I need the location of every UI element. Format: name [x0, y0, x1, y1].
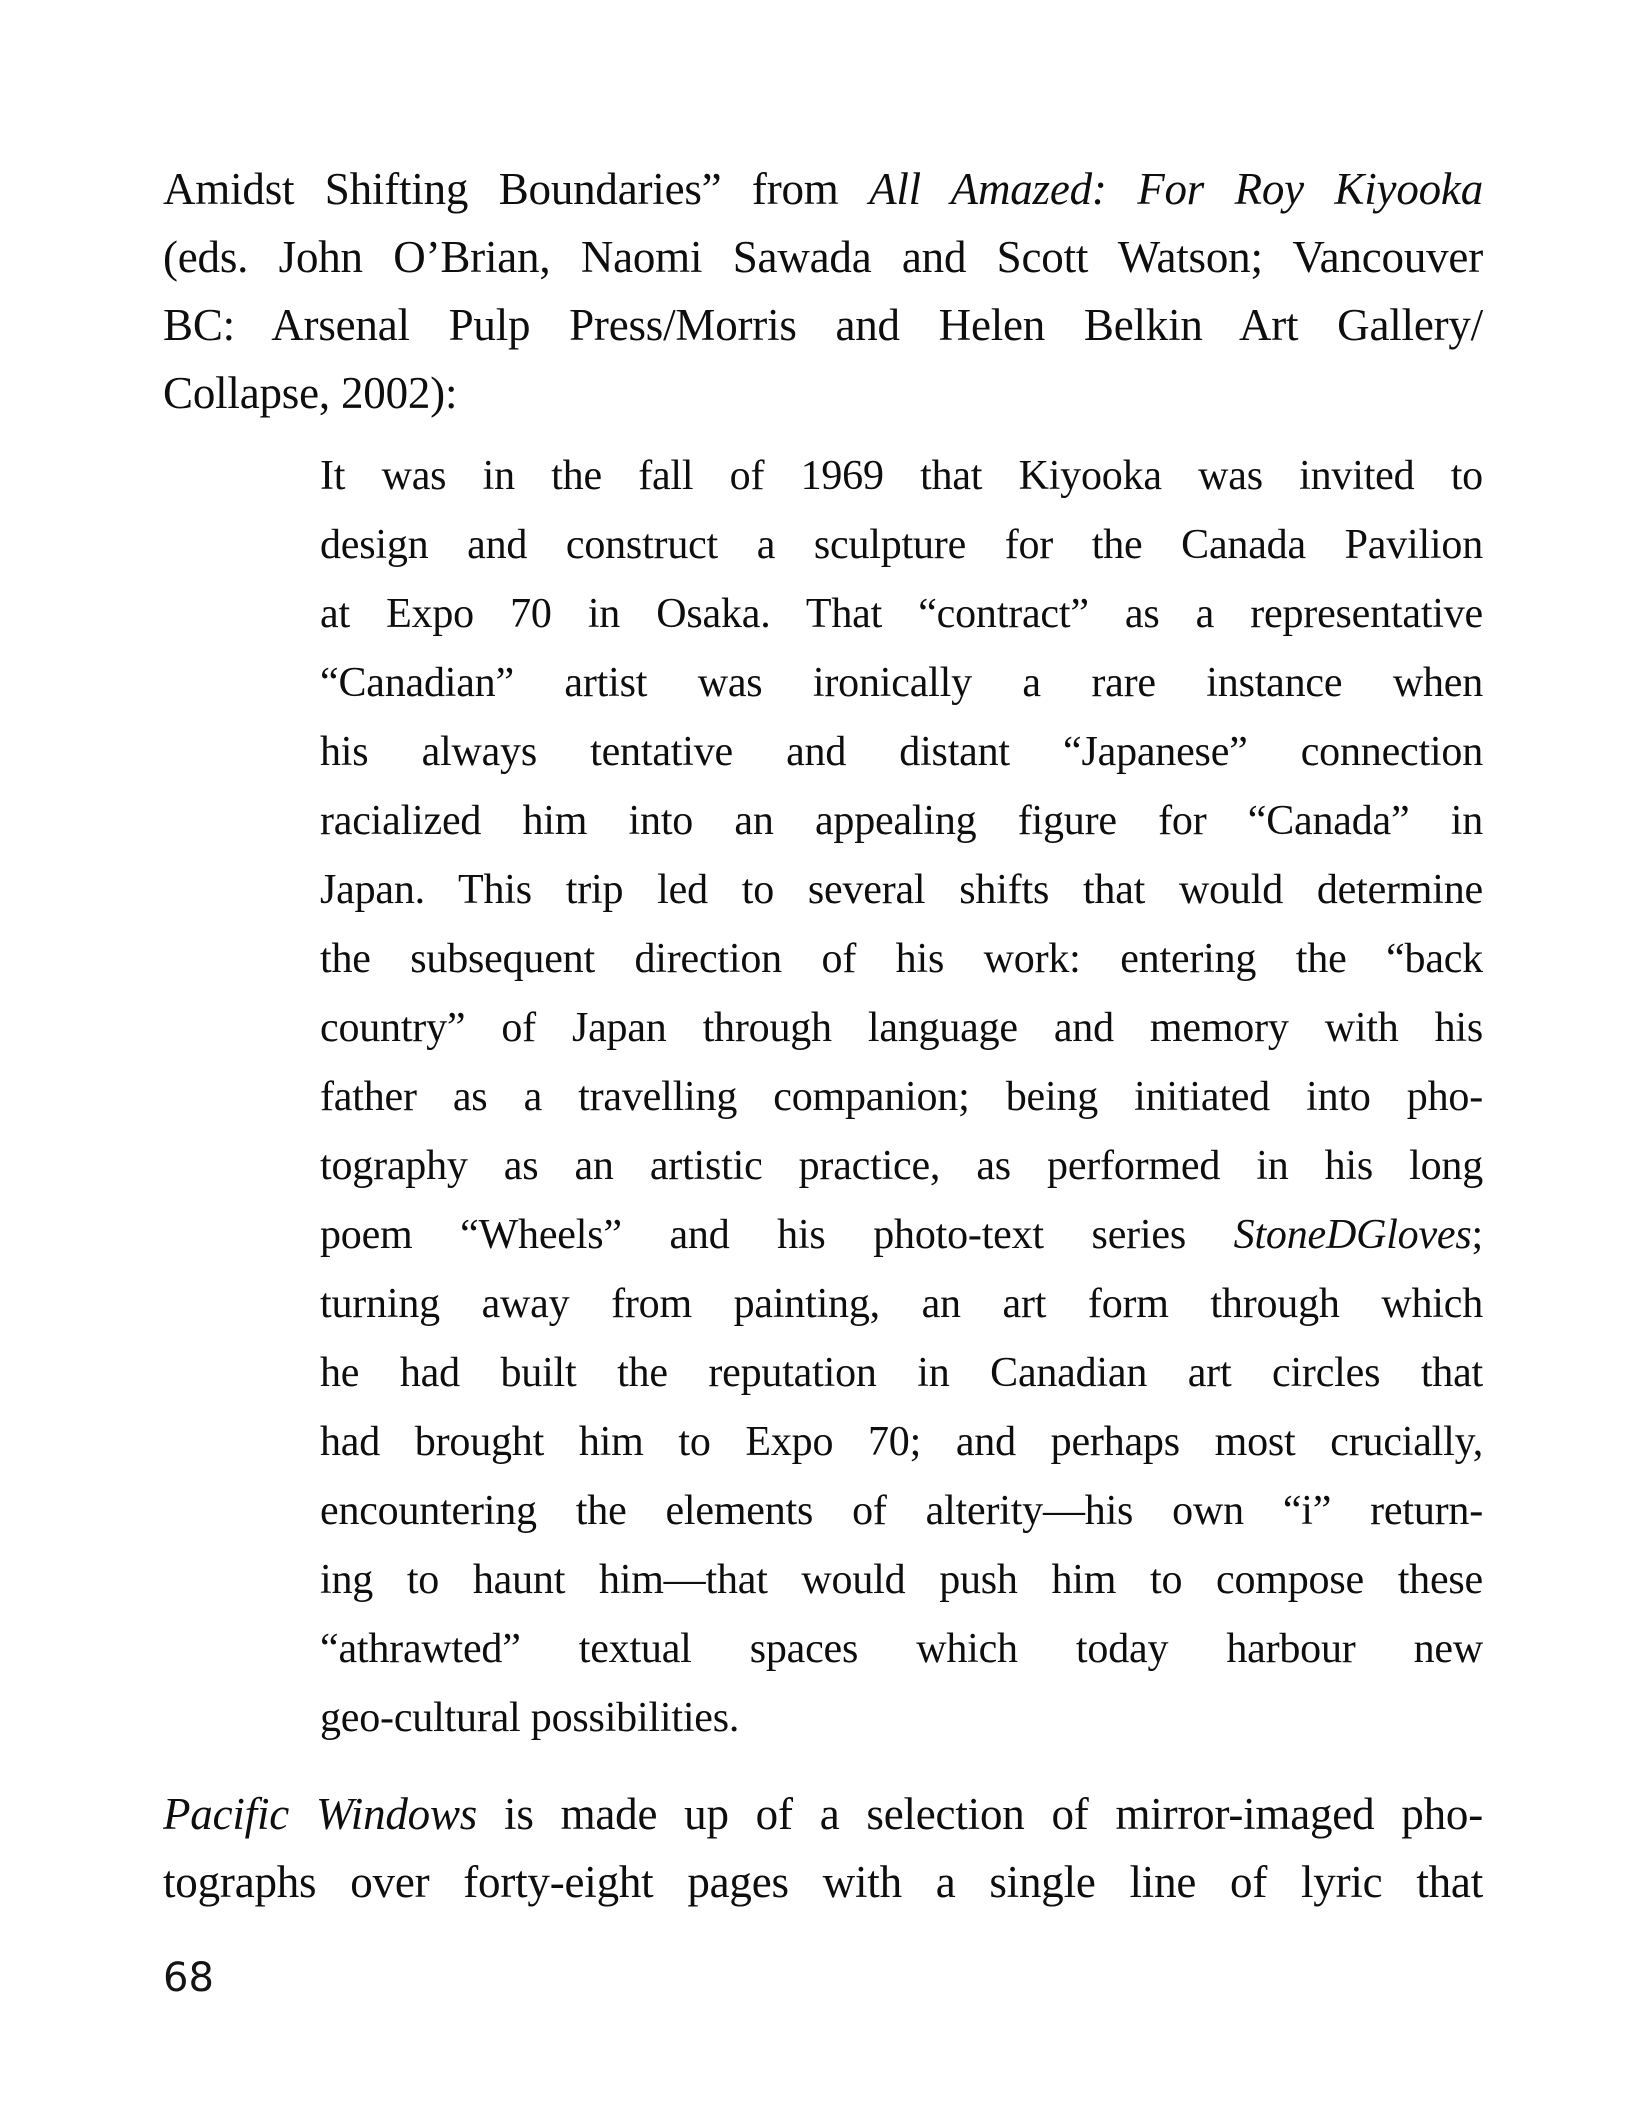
text-run: is made up of a selection of mirror-imaged pho- — [477, 1789, 1483, 1839]
page-number: 68 — [163, 1955, 214, 2001]
text-run: design and construct a sculpture for the Canada Pavilion — [320, 522, 1483, 568]
text-line — [320, 511, 1483, 580]
text-run: racialized him into an appealing figure for “Canada” in — [320, 798, 1483, 844]
text-line — [320, 1270, 1483, 1339]
text-line — [320, 856, 1483, 925]
text-line — [163, 1848, 1483, 1916]
italic-text: StoneDGloves — [1233, 1212, 1472, 1258]
text-run: ing to haunt him—that would push him to compose these — [320, 1557, 1483, 1603]
block-quote — [320, 442, 1483, 1753]
text-line — [163, 1780, 1483, 1848]
text-line — [320, 1477, 1483, 1546]
text-line — [320, 1546, 1483, 1615]
text-line — [163, 155, 1483, 223]
text-run: the subsequent direction of his work: entering the “back — [320, 936, 1483, 982]
text-run: Collapse, 2002): — [163, 368, 458, 418]
text-line — [320, 649, 1483, 718]
text-run: “athrawted” textual spaces which today harbour new — [320, 1626, 1483, 1672]
text-run: country” of Japan through language and memory with his — [320, 1005, 1483, 1051]
text-run: at Expo 70 in Osaka. That “contract” as a representative — [320, 591, 1483, 637]
text-run: It was in the fall of 1969 that Kiyooka was invited to — [320, 453, 1483, 499]
text-run: (eds. John O’Brian, Naomi Sawada and Scott Watson; Vancouver — [163, 232, 1483, 282]
text-run: poem “Wheels” and his photo-text series — [320, 1212, 1234, 1258]
text-run: tographs over forty-eight pages with a single line of lyric that — [163, 1857, 1483, 1907]
text-line — [320, 1408, 1483, 1477]
text-run: tography as an artistic practice, as performed in his long — [320, 1143, 1483, 1189]
text-run: Amidst Shifting Boundaries” from — [163, 164, 870, 214]
text-line — [320, 580, 1483, 649]
italic-text: All Amazed: For Roy Kiyooka — [869, 164, 1483, 214]
text-run: father as a travelling companion; being initiated into pho- — [320, 1074, 1483, 1120]
text-run: encountering the elements of alterity—his own “i” return- — [320, 1488, 1483, 1534]
text-line — [320, 1132, 1483, 1201]
text-run: “Canadian” artist was ironically a rare instance when — [320, 660, 1483, 706]
citation-paragraph — [163, 155, 1483, 427]
text-run: he had built the reputation in Canadian art circles that — [320, 1350, 1483, 1396]
text-line — [163, 223, 1483, 291]
text-run: geo-cultural possibilities. — [320, 1695, 740, 1741]
closing-paragraph — [163, 1780, 1483, 1916]
text-line — [320, 1201, 1483, 1270]
text-line — [320, 1063, 1483, 1132]
text-line — [320, 718, 1483, 787]
text-run: Japan. This trip led to several shifts that would determine — [320, 867, 1483, 913]
text-line — [320, 925, 1483, 994]
text-run: his always tentative and distant “Japanese” connection — [320, 729, 1483, 775]
text-line — [163, 359, 1483, 427]
text-line — [320, 1684, 1483, 1753]
text-line — [320, 442, 1483, 511]
text-run: had brought him to Expo 70; and perhaps most crucially, — [320, 1419, 1483, 1465]
text-line — [163, 291, 1483, 359]
text-line — [320, 1615, 1483, 1684]
text-run: BC: Arsenal Pulp Press/Morris and Helen Belkin Art Gallery/ — [163, 300, 1483, 350]
text-line — [320, 787, 1483, 856]
text-run: ; — [1471, 1212, 1483, 1258]
text-run: turning away from painting, an art form through which — [320, 1281, 1483, 1327]
text-line — [320, 1339, 1483, 1408]
text-line — [320, 994, 1483, 1063]
italic-text: Pacific Windows — [163, 1789, 478, 1839]
